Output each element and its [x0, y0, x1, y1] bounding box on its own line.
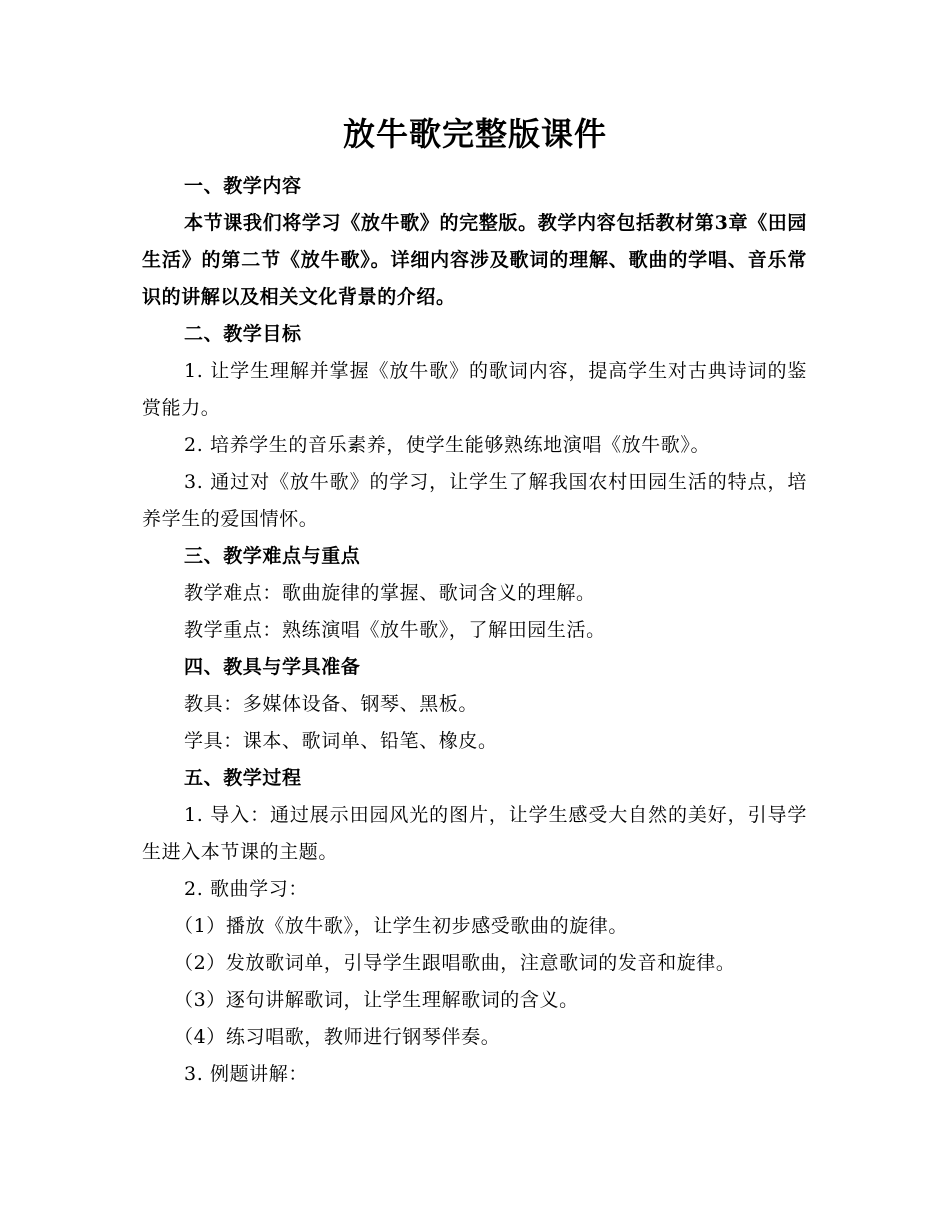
paragraph: 3. 通过对《放牛歌》的学习，让学生了解我国农村田园生活的特点，培养学生的爱国情怀。	[142, 471, 807, 530]
paragraph: 本节课我们将学习《放牛歌》的完整版。教学内容包括教材第3章《田园生活》的第二节《放牛歌》。详细内容涉及歌词的理解、歌曲的学唱、音乐常识的讲解以及相关文化背景的介绍。	[142, 212, 807, 308]
section-heading: 三、教学难点与重点	[184, 545, 361, 567]
section-heading: 一、教学内容	[184, 175, 302, 197]
paragraph: 教学难点：歌曲旋律的掌握、歌词含义的理解。	[184, 582, 596, 604]
paragraph: 2. 培养学生的音乐素养，使学生能够熟练地演唱《放牛歌》。	[184, 434, 711, 456]
section-heading: 五、教学过程	[184, 767, 302, 789]
paragraph: 学具：课本、歌词单、铅笔、橡皮。	[184, 730, 498, 752]
paragraph: 3. 例题讲解：	[184, 1063, 308, 1085]
document-title: 放牛歌完整版课件	[342, 115, 607, 153]
paragraph: 教具：多媒体设备、钢琴、黑板。	[184, 693, 479, 715]
paragraph: 1. 让学生理解并掌握《放牛歌》的歌词内容，提高学生对古典诗词的鉴赏能力。	[142, 360, 807, 419]
list-item: （2）发放歌词单，引导学生跟唱歌曲，注意歌词的发音和旋律。	[174, 952, 736, 974]
paragraph: 教学重点：熟练演唱《放牛歌》，了解田园生活。	[184, 619, 606, 641]
document-body	[142, 168, 807, 1093]
list-item: （1）播放《放牛歌》，让学生初步感受歌曲的旋律。	[174, 915, 628, 937]
list-item: （4）练习唱歌，教师进行钢琴伴奏。	[174, 1026, 501, 1048]
list-item: （3）逐句讲解歌词，让学生理解歌词的含义。	[174, 989, 579, 1011]
paragraph: 2. 歌曲学习：	[184, 878, 308, 900]
section-heading: 二、教学目标	[184, 323, 302, 345]
paragraph: 1. 导入：通过展示田园风光的图片，让学生感受大自然的美好，引导学生进入本节课的主题。	[142, 804, 807, 863]
section-heading: 四、教具与学具准备	[184, 656, 361, 678]
